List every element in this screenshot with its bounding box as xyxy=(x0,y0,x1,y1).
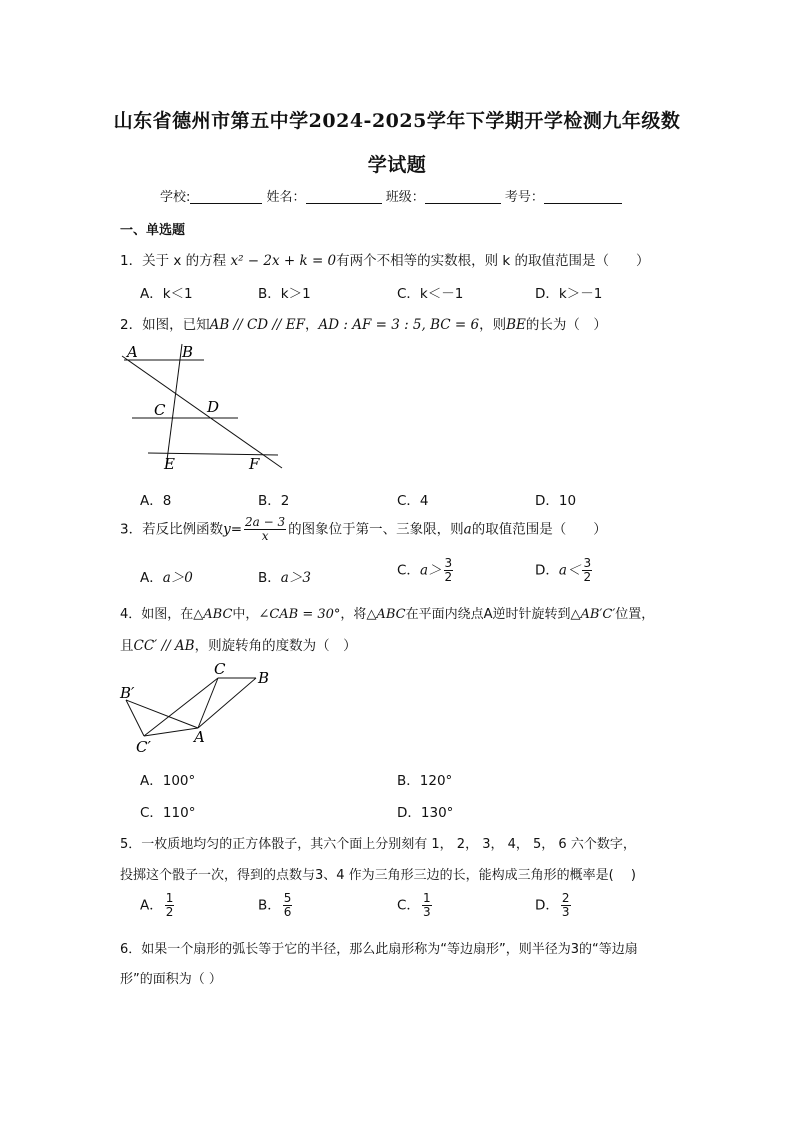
question-1-equation: x² − 2x + k = 0 xyxy=(230,253,337,269)
segment-b-prime-c-prime xyxy=(126,700,144,736)
segment-b-prime-a xyxy=(126,700,198,728)
fraction-denominator: 2 xyxy=(583,570,592,585)
name-field[interactable] xyxy=(306,189,382,204)
label-e: E xyxy=(164,455,175,473)
q1-option-b[interactable]: B．k＞1 xyxy=(258,286,311,302)
fraction-denominator: 2 xyxy=(165,905,174,920)
question-5-line1: 5．一枚质地均匀的正方体骰子，其六个面上分别刻有 1， 2， 3， 4， 5， 6 六个数字， xyxy=(120,837,636,852)
q1-option-d[interactable]: D．k＞－1 xyxy=(535,286,603,302)
exam-title-line1: 山东省德州市第五中学2024-2025学年下学期开学检测九年级数 xyxy=(113,110,681,132)
question-3-ask: 的取值范围是（ ） xyxy=(471,521,607,538)
option-fraction xyxy=(422,892,432,919)
q2-option-d[interactable]: D．10 xyxy=(535,493,577,509)
q4-figure xyxy=(110,658,290,758)
class-label: 班级： xyxy=(385,190,425,205)
option-fraction xyxy=(165,892,175,919)
section-heading: 一、单选题 xyxy=(120,223,186,238)
label-b: B xyxy=(182,343,194,361)
question-2-segment: BE xyxy=(506,317,526,333)
triangle-abc: △ABC xyxy=(193,607,233,622)
question-2-separator: ， xyxy=(305,317,319,333)
label-c: C xyxy=(154,401,166,419)
question-1-text: 有两个不相等的实数根，则 k 的取值范围是（ ） xyxy=(336,253,650,269)
q5-option-b[interactable] xyxy=(258,892,294,919)
q4-option-a[interactable]: A．100° xyxy=(140,773,196,789)
option-fraction xyxy=(283,892,293,919)
question-3-fraction xyxy=(244,516,286,543)
question-6-line1: 6．如果一个扇形的弧长等于它的半径，那么此扇形称为“等边扇形”，则半径为3的“等边扇 xyxy=(120,942,638,957)
q4-option-b[interactable]: B．120° xyxy=(397,773,453,789)
option-body: a＞0 xyxy=(162,570,193,586)
q2-option-c[interactable]: C．4 xyxy=(397,493,429,509)
question-3-numerator: 2a − 3 xyxy=(245,515,286,529)
question-2-parallel: AB // CD // EF xyxy=(209,317,305,333)
option-letter: D． xyxy=(535,562,559,579)
school-label: 学校: xyxy=(160,190,191,205)
question-3 xyxy=(120,516,607,543)
fraction-numerator: 1 xyxy=(422,891,431,905)
option-letter: C． xyxy=(397,562,420,579)
option-letter: B． xyxy=(258,897,281,914)
q4-option-c[interactable]: C．110° xyxy=(140,805,196,821)
text: 位置， xyxy=(615,607,655,622)
q2-option-b[interactable]: B．2 xyxy=(258,493,290,509)
q5-option-c[interactable] xyxy=(397,892,434,919)
option-fraction xyxy=(561,892,571,919)
fraction-numerator: 1 xyxy=(165,891,174,905)
label-c-prime: C′ xyxy=(136,738,151,756)
label-b-prime: B′ xyxy=(120,684,135,702)
fraction-numerator: 5 xyxy=(283,891,292,905)
question-4-ask: ，则旋转角的度数为（ ） xyxy=(194,638,357,654)
text: 中， xyxy=(232,607,259,622)
question-3-equals: = xyxy=(230,521,243,538)
option-letter: B． xyxy=(258,570,281,586)
class-field[interactable] xyxy=(425,189,501,204)
fraction-numerator: 3 xyxy=(583,556,592,570)
question-5-line2: 投掷这个骰子一次，得到的点数与3、4 作为三角形三边的长，能构成三角形的概率是( ) xyxy=(120,868,636,883)
question-4-line1 xyxy=(120,603,654,622)
question-1 xyxy=(120,249,650,269)
q4-option-d[interactable]: D．130° xyxy=(397,805,454,821)
q3-option-d[interactable] xyxy=(535,557,594,584)
question-1-number: 1．关于 x 的方程 xyxy=(120,253,231,269)
question-4-line2 xyxy=(120,634,357,654)
question-6-line2: 形”的面积为（ ） xyxy=(120,972,222,987)
triangle-abc: △ABC xyxy=(366,607,406,622)
q1-option-a[interactable]: A．k＜1 xyxy=(140,286,193,302)
school-field[interactable] xyxy=(190,189,262,204)
fraction-denominator: 6 xyxy=(283,905,292,920)
option-letter: D． xyxy=(535,897,559,914)
fraction-denominator: 2 xyxy=(444,570,453,585)
label-c: C xyxy=(214,660,226,678)
line-af xyxy=(122,356,282,468)
text: 且 xyxy=(120,638,134,654)
text: ，将 xyxy=(340,607,367,622)
fraction-denominator: 3 xyxy=(422,905,431,920)
label-a: A xyxy=(127,343,138,361)
triangle-ab-c-prime: △AB′C′ xyxy=(570,607,616,622)
q3-option-b[interactable] xyxy=(258,566,311,586)
question-2-ask-end: 的长为（ ） xyxy=(525,317,607,333)
q1-option-c[interactable]: C．k＜－1 xyxy=(397,286,464,302)
question-3-number: 3．若反比例函数 xyxy=(120,521,224,538)
question-3-variable: a xyxy=(463,521,472,538)
q2-figure xyxy=(110,338,300,478)
question-3-y: y xyxy=(223,521,231,538)
label-d: D xyxy=(207,398,220,416)
exam-number-label: 考号： xyxy=(504,190,544,205)
q5-option-a[interactable] xyxy=(140,892,176,919)
exam-number-field[interactable] xyxy=(544,189,622,204)
question-2-ratio: AD : AF = 3 : 5, BC = 6 xyxy=(318,317,480,333)
question-4-number: 4．如图，在 xyxy=(120,607,194,622)
name-label: 姓名： xyxy=(266,190,306,205)
label-b: B xyxy=(258,669,270,687)
option-letter: C． xyxy=(397,897,420,914)
text: 在平面内绕点A逆时针旋转到 xyxy=(405,607,571,622)
option-body: a＜ xyxy=(558,562,581,579)
question-2-number: 2．如图，已知 xyxy=(120,317,210,333)
exam-title-line2: 学试题 xyxy=(367,154,427,176)
question-3-denominator: x xyxy=(261,529,269,544)
option-body: a＞ xyxy=(419,562,442,579)
fraction-numerator: 3 xyxy=(444,556,453,570)
q5-option-d[interactable] xyxy=(535,892,573,919)
angle-cab: ∠CAB = 30° xyxy=(258,607,341,622)
q3-option-a[interactable] xyxy=(140,566,193,586)
parallel-condition: CC′ // AB xyxy=(133,638,195,654)
option-fraction xyxy=(444,557,454,584)
student-info-row xyxy=(160,186,622,205)
option-letter: A． xyxy=(140,570,163,586)
option-letter: A． xyxy=(140,897,163,914)
segment-ab xyxy=(198,678,256,728)
question-3-text: 的图象位于第一、三象限，则 xyxy=(288,521,464,538)
line-be xyxy=(166,344,182,468)
q3-option-c[interactable] xyxy=(397,557,455,584)
label-f: F xyxy=(249,455,260,473)
q2-option-a[interactable]: A．8 xyxy=(140,493,172,509)
fraction-numerator: 2 xyxy=(561,891,570,905)
label-a: A xyxy=(194,728,205,746)
fraction-denominator: 3 xyxy=(561,905,570,920)
option-body: a＞3 xyxy=(280,570,311,586)
question-2 xyxy=(120,313,607,333)
question-2-ask: ，则 xyxy=(479,317,507,333)
option-fraction xyxy=(582,557,592,584)
